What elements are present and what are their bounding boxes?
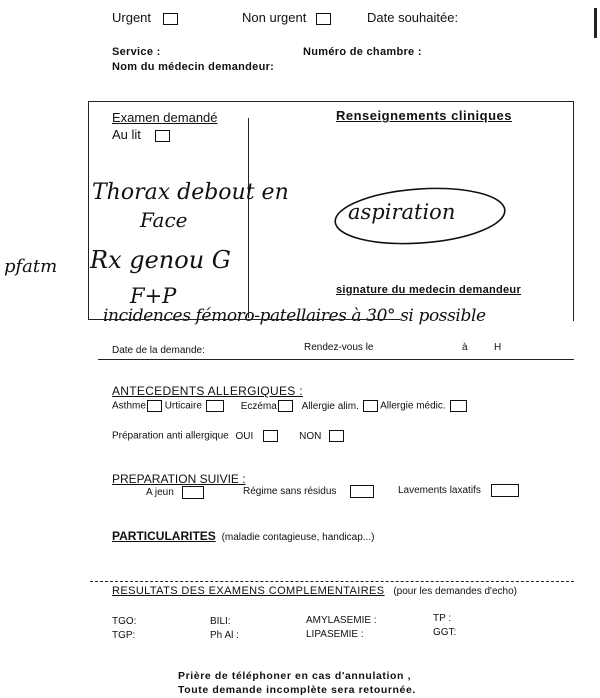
allergy-options-row	[112, 400, 467, 412]
rdv-separator	[98, 359, 574, 360]
particularites-row	[112, 529, 374, 543]
urticaire-checkbox[interactable]	[206, 400, 224, 412]
eczema-checkbox[interactable]	[278, 400, 293, 412]
handwritten-exam-line1: Thorax debout en	[92, 180, 289, 205]
a-jeun-label: A jeun	[146, 487, 174, 499]
exam-box-divider	[248, 118, 249, 318]
non-label: NON	[299, 430, 322, 442]
rdv-h-label: H	[494, 342, 502, 353]
handwritten-exam-line4: F+P	[130, 284, 177, 308]
lipasemie-label: LIPASEMIE :	[306, 629, 364, 640]
resultats-title: RESULTATS DES EXAMENS COMPLEMENTAIRES	[112, 585, 385, 597]
oui-label: OUI	[235, 430, 254, 442]
lavements-option	[398, 484, 519, 497]
footer-line2: Toute demande incomplète sera retournée.	[178, 684, 416, 696]
exam-box-top	[88, 101, 574, 102]
examen-demande-label: Examen demandé	[112, 110, 218, 125]
resultats-separator	[90, 581, 574, 582]
eczema-label: Eczéma	[240, 400, 277, 412]
signature-label: signature du medecin demandeur	[336, 284, 522, 296]
handwritten-margin-note: pfatm	[4, 256, 58, 277]
footer-line1: Prière de téléphoner en cas d'annulation ,	[178, 670, 412, 682]
ggt-label: GGT:	[433, 627, 457, 638]
tgo-label: TGO:	[112, 616, 137, 627]
lavements-label: Lavements laxatifs	[398, 485, 481, 497]
ph-al-label: Ph Al :	[210, 630, 239, 641]
right-edge-mark	[594, 8, 597, 38]
a-jeun-option	[146, 486, 204, 499]
resultats-row	[112, 585, 517, 597]
regime-label: Régime sans résidus	[243, 486, 337, 498]
exam-box-bottom	[88, 319, 400, 320]
regime-checkbox[interactable]	[350, 485, 374, 498]
au-lit-checkbox[interactable]	[155, 130, 170, 142]
non-urgent-label: Non urgent	[242, 10, 307, 25]
au-lit-label: Au lit	[112, 127, 141, 142]
particularites-detail: (maladie contagieuse, handicap...)	[221, 532, 375, 543]
allergie-medic-label: Allergie médic.	[380, 400, 446, 412]
non-urgent-option[interactable]	[242, 10, 331, 25]
a-jeun-checkbox[interactable]	[182, 486, 204, 499]
allergies-title: ANTECEDENTS ALLERGIQUES :	[112, 384, 303, 398]
resultats-note: (pour les demandes d'echo)	[393, 586, 517, 597]
handwritten-exam-line5: incidences fémoro-patellaires à 30° si possible	[103, 306, 486, 326]
tgp-label: TGP:	[112, 630, 136, 641]
date-demande-label: Date de la demande:	[112, 345, 205, 356]
asthme-label: Asthme	[112, 400, 146, 412]
handwritten-exam-line3: Rx genou G	[90, 246, 231, 274]
amylasemie-label: AMYLASEMIE :	[306, 615, 377, 626]
urgent-label: Urgent	[112, 10, 152, 25]
exam-box-right	[573, 101, 574, 321]
service-label: Service :	[112, 46, 161, 58]
regime-option	[243, 485, 374, 498]
date-souhaitee-label: Date souhaitée:	[367, 10, 459, 25]
renseignements-label: Renseignements cliniques	[336, 108, 512, 123]
preparation-anti-allergique-row	[112, 430, 344, 442]
medecin-label: Nom du médecin demandeur:	[112, 61, 275, 73]
preparation-title: PREPARATION SUIVIE :	[112, 472, 246, 486]
lavements-checkbox[interactable]	[491, 484, 519, 497]
urticaire-label: Urticaire	[164, 400, 202, 412]
preparation-anti-allergique-label: Préparation anti allergique	[112, 430, 229, 442]
oui-checkbox[interactable]	[263, 430, 278, 442]
non-urgent-checkbox[interactable]	[316, 13, 331, 25]
bili-label: BILI:	[210, 616, 231, 627]
rdv-a-label: à	[462, 342, 468, 353]
urgent-checkbox[interactable]	[163, 13, 178, 25]
asthme-checkbox[interactable]	[147, 400, 162, 412]
allergie-medic-checkbox[interactable]	[450, 400, 467, 412]
au-lit-option[interactable]	[112, 127, 170, 142]
exam-box-left	[88, 101, 89, 319]
handwritten-aspiration: aspiration	[348, 200, 456, 224]
particularites-title: PARTICULARITES	[112, 529, 216, 543]
tp-label: TP :	[433, 613, 452, 624]
handwritten-exam-line2: Face	[140, 208, 188, 232]
rdv-label: Rendez-vous le	[304, 342, 374, 353]
non-checkbox[interactable]	[329, 430, 344, 442]
allergie-alim-checkbox[interactable]	[363, 400, 378, 412]
chambre-label: Numéro de chambre :	[303, 46, 422, 58]
allergie-alim-label: Allergie alim.	[301, 400, 359, 412]
urgent-option[interactable]	[112, 10, 178, 25]
circled-annotation	[327, 186, 527, 256]
